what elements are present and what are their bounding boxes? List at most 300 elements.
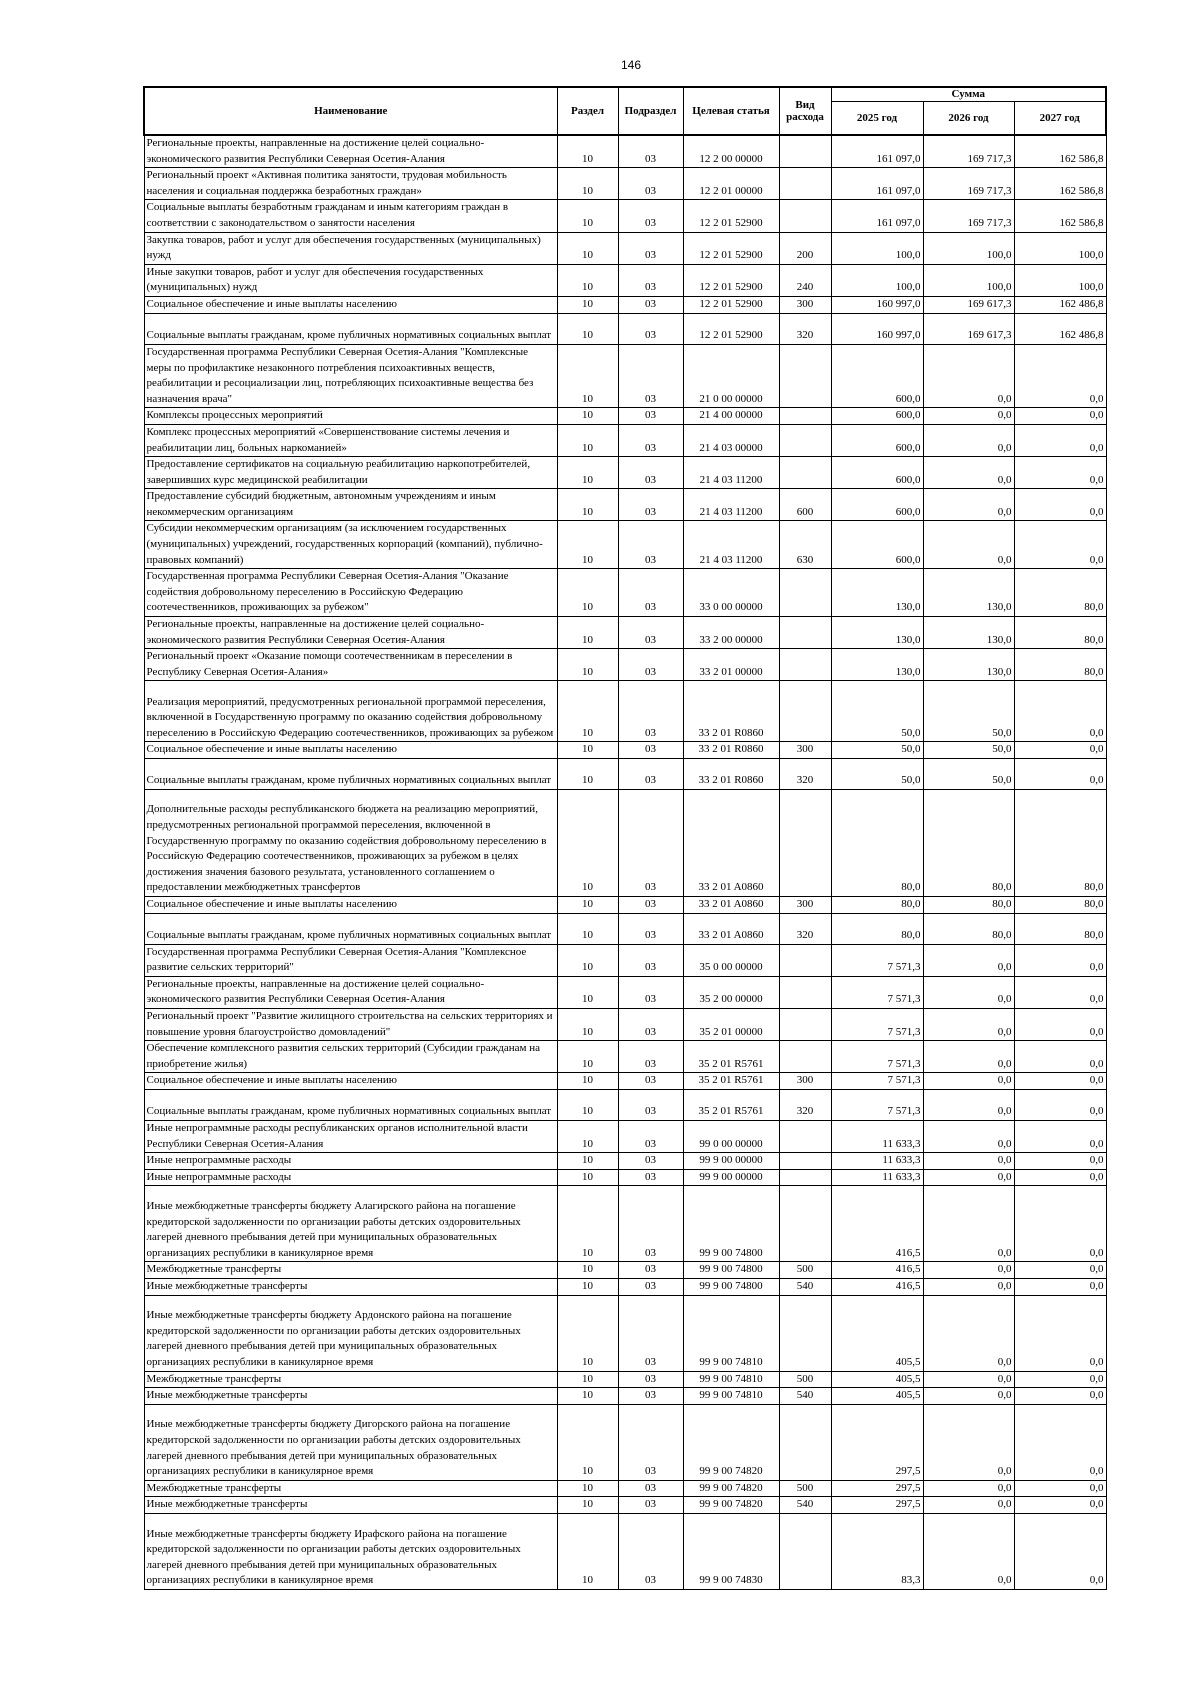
row-section: 10: [557, 759, 618, 790]
row-subsection: 03: [618, 1262, 683, 1279]
row-subsection: 03: [618, 759, 683, 790]
row-subsection: 03: [618, 649, 683, 681]
header-expense-type: Вид расхода: [779, 87, 831, 135]
row-target-article: 21 0 00 00000: [683, 344, 779, 407]
row-amount-2027: 100,0: [1014, 264, 1106, 296]
row-expense-type: [779, 1295, 831, 1371]
table-row: [144, 1388, 1106, 1405]
row-expense-type: 540: [779, 1497, 831, 1514]
row-target-article: 99 9 00 74820: [683, 1404, 779, 1480]
row-amount-2025: 7 571,3: [831, 1089, 923, 1120]
row-amount-2026: 0,0: [923, 1371, 1014, 1388]
row-amount-2026: 100,0: [923, 264, 1014, 296]
row-amount-2027: 0,0: [1014, 1480, 1106, 1497]
row-name: Региональный проект "Развитие жилищного строительства на сельских территориях и повышение уровня благоустройство домовладений": [144, 1008, 557, 1040]
row-target-article: 99 9 00 00000: [683, 1169, 779, 1186]
row-amount-2025: 7 571,3: [831, 976, 923, 1008]
row-name: Государственная программа Республики Северная Осетия-Алания "Оказание содействия добровольному переселению в Российскую Федерацию соотечественников, проживающих за рубежом": [144, 569, 557, 617]
row-section: 10: [557, 457, 618, 489]
row-subsection: 03: [618, 296, 683, 313]
row-section: 10: [557, 408, 618, 425]
row-name: Социальные выплаты безработным гражданам и иным категориям граждан в соответствии с законодательством о занятости населения: [144, 200, 557, 232]
row-name: Социальное обеспечение и иные выплаты населению: [144, 897, 557, 914]
row-section: 10: [557, 232, 618, 264]
row-subsection: 03: [618, 617, 683, 649]
row-amount-2026: 0,0: [923, 976, 1014, 1008]
row-section: 10: [557, 1008, 618, 1040]
row-target-article: 99 9 00 74800: [683, 1278, 779, 1295]
row-section: 10: [557, 313, 618, 344]
row-target-article: 21 4 03 11200: [683, 521, 779, 569]
row-amount-2026: 0,0: [923, 1089, 1014, 1120]
row-name: Комплекс процессных мероприятий «Совершенствование системы лечения и реабилитации лиц, больных наркоманией»: [144, 424, 557, 456]
row-section: 10: [557, 296, 618, 313]
row-amount-2027: 0,0: [1014, 944, 1106, 976]
row-expense-type: 630: [779, 521, 831, 569]
row-name: Социальные выплаты гражданам, кроме публичных нормативных социальных выплат: [144, 913, 557, 944]
row-amount-2025: 100,0: [831, 264, 923, 296]
row-amount-2026: 80,0: [923, 897, 1014, 914]
row-name: Социальные выплаты гражданам, кроме публичных нормативных социальных выплат: [144, 313, 557, 344]
row-amount-2026: 169 717,3: [923, 168, 1014, 200]
row-section: 10: [557, 569, 618, 617]
row-name: Иные закупки товаров, работ и услуг для обеспечения государственных (муниципальных) нужд: [144, 264, 557, 296]
row-subsection: 03: [618, 457, 683, 489]
row-amount-2027: 162 586,8: [1014, 135, 1106, 168]
table-row: [144, 521, 1106, 569]
row-subsection: 03: [618, 1153, 683, 1170]
row-name: Предоставление сертификатов на социальную реабилитацию наркопотребителей, завершивших курс медицинской реабилитации: [144, 457, 557, 489]
header-year-2027: 2027 год: [1014, 101, 1106, 135]
row-amount-2027: 162 486,8: [1014, 296, 1106, 313]
row-amount-2025: 297,5: [831, 1480, 923, 1497]
table-row: [144, 976, 1106, 1008]
row-section: 10: [557, 1404, 618, 1480]
row-target-article: 33 2 01 R0860: [683, 742, 779, 759]
row-amount-2025: 7 571,3: [831, 1041, 923, 1073]
row-target-article: 99 9 00 00000: [683, 1153, 779, 1170]
row-amount-2027: 0,0: [1014, 1089, 1106, 1120]
table-row: [144, 200, 1106, 232]
row-section: 10: [557, 1120, 618, 1152]
row-amount-2026: 0,0: [923, 1295, 1014, 1371]
row-target-article: 33 2 01 R0860: [683, 759, 779, 790]
row-subsection: 03: [618, 1480, 683, 1497]
row-section: 10: [557, 1388, 618, 1405]
header-name: Наименование: [144, 87, 557, 135]
row-amount-2025: 297,5: [831, 1404, 923, 1480]
header-subsection: Подраздел: [618, 87, 683, 135]
row-amount-2026: 0,0: [923, 1262, 1014, 1279]
row-amount-2026: 0,0: [923, 1278, 1014, 1295]
row-amount-2025: 600,0: [831, 489, 923, 521]
row-expense-type: [779, 790, 831, 897]
row-name: Иные непрограммные расходы: [144, 1153, 557, 1170]
row-amount-2027: 80,0: [1014, 649, 1106, 681]
row-amount-2026: 0,0: [923, 1169, 1014, 1186]
row-target-article: 35 2 01 R5761: [683, 1073, 779, 1090]
row-target-article: 99 9 00 74820: [683, 1497, 779, 1514]
row-amount-2027: 0,0: [1014, 742, 1106, 759]
row-expense-type: [779, 1169, 831, 1186]
row-amount-2027: 0,0: [1014, 1186, 1106, 1262]
row-amount-2025: 600,0: [831, 424, 923, 456]
row-expense-type: 200: [779, 232, 831, 264]
row-amount-2027: 0,0: [1014, 1073, 1106, 1090]
row-subsection: 03: [618, 408, 683, 425]
row-section: 10: [557, 1497, 618, 1514]
row-subsection: 03: [618, 1073, 683, 1090]
row-amount-2027: 80,0: [1014, 617, 1106, 649]
row-amount-2025: 80,0: [831, 790, 923, 897]
row-expense-type: 320: [779, 1089, 831, 1120]
row-amount-2026: 0,0: [923, 1153, 1014, 1170]
row-name: Межбюджетные трансферты: [144, 1262, 557, 1279]
table-row: [144, 408, 1106, 425]
row-amount-2027: 80,0: [1014, 569, 1106, 617]
table-row: [144, 1480, 1106, 1497]
row-expense-type: 540: [779, 1278, 831, 1295]
table-row: [144, 569, 1106, 617]
row-target-article: 12 2 01 52900: [683, 200, 779, 232]
table-row: [144, 1371, 1106, 1388]
row-name: Субсидии некоммерческим организациям (за исключением государственных (муниципальных) учреждений, государственных корпораций (компаний), публично-правовых компаний): [144, 521, 557, 569]
row-amount-2025: 405,5: [831, 1371, 923, 1388]
row-name: Межбюджетные трансферты: [144, 1480, 557, 1497]
row-target-article: 99 9 00 74810: [683, 1371, 779, 1388]
row-expense-type: [779, 944, 831, 976]
row-subsection: 03: [618, 681, 683, 742]
row-amount-2025: 11 633,3: [831, 1169, 923, 1186]
table-row: [144, 1262, 1106, 1279]
row-amount-2027: 0,0: [1014, 1295, 1106, 1371]
row-amount-2026: 50,0: [923, 742, 1014, 759]
row-amount-2026: 0,0: [923, 1388, 1014, 1405]
table-row: [144, 344, 1106, 407]
row-expense-type: 540: [779, 1388, 831, 1405]
row-amount-2025: 11 633,3: [831, 1153, 923, 1170]
row-name: Региональные проекты, направленные на достижение целей социально-экономического развития Республики Северная Осетия-Алания: [144, 135, 557, 168]
row-amount-2026: 169 717,3: [923, 200, 1014, 232]
row-amount-2026: 0,0: [923, 424, 1014, 456]
row-amount-2027: 0,0: [1014, 681, 1106, 742]
row-subsection: 03: [618, 1513, 683, 1589]
row-expense-type: [779, 168, 831, 200]
table-row: [144, 897, 1106, 914]
row-target-article: 99 9 00 74830: [683, 1513, 779, 1589]
table-row: [144, 1497, 1106, 1514]
row-section: 10: [557, 424, 618, 456]
row-subsection: 03: [618, 1041, 683, 1073]
row-section: 10: [557, 897, 618, 914]
row-section: 10: [557, 1041, 618, 1073]
row-amount-2027: 0,0: [1014, 521, 1106, 569]
row-amount-2025: 50,0: [831, 681, 923, 742]
table-row: [144, 1295, 1106, 1371]
row-section: 10: [557, 521, 618, 569]
row-amount-2025: 161 097,0: [831, 200, 923, 232]
row-section: 10: [557, 649, 618, 681]
row-subsection: 03: [618, 1295, 683, 1371]
table-row: [144, 313, 1106, 344]
row-name: Комплексы процессных мероприятий: [144, 408, 557, 425]
row-amount-2025: 130,0: [831, 569, 923, 617]
row-target-article: 99 9 00 74800: [683, 1262, 779, 1279]
row-amount-2026: 0,0: [923, 1513, 1014, 1589]
row-subsection: 03: [618, 424, 683, 456]
row-amount-2025: 405,5: [831, 1388, 923, 1405]
row-target-article: 33 2 01 R0860: [683, 681, 779, 742]
row-expense-type: 500: [779, 1262, 831, 1279]
table-row: [144, 649, 1106, 681]
row-expense-type: [779, 1513, 831, 1589]
row-expense-type: [779, 1120, 831, 1152]
row-subsection: 03: [618, 135, 683, 168]
row-expense-type: [779, 617, 831, 649]
row-amount-2025: 160 997,0: [831, 296, 923, 313]
row-target-article: 35 2 00 00000: [683, 976, 779, 1008]
row-target-article: 33 2 01 00000: [683, 649, 779, 681]
row-amount-2026: 80,0: [923, 913, 1014, 944]
row-section: 10: [557, 1513, 618, 1589]
row-subsection: 03: [618, 1388, 683, 1405]
table-row: [144, 1186, 1106, 1262]
row-target-article: 33 2 01 A0860: [683, 790, 779, 897]
row-subsection: 03: [618, 168, 683, 200]
row-expense-type: [779, 424, 831, 456]
row-subsection: 03: [618, 1169, 683, 1186]
table-row: [144, 489, 1106, 521]
table-row: [144, 1041, 1106, 1073]
row-amount-2025: 83,3: [831, 1513, 923, 1589]
header-target: Целевая статья: [683, 87, 779, 135]
row-amount-2026: 0,0: [923, 1073, 1014, 1090]
row-expense-type: [779, 1008, 831, 1040]
row-section: 10: [557, 617, 618, 649]
row-subsection: 03: [618, 232, 683, 264]
row-section: 10: [557, 1371, 618, 1388]
row-expense-type: 300: [779, 1073, 831, 1090]
table-row: [144, 1073, 1106, 1090]
row-subsection: 03: [618, 521, 683, 569]
row-name: Региональный проект «Активная политика занятости, трудовая мобильность населения и социальная поддержка безработных граждан»: [144, 168, 557, 200]
row-target-article: 33 2 01 A0860: [683, 897, 779, 914]
row-section: 10: [557, 200, 618, 232]
row-amount-2026: 130,0: [923, 617, 1014, 649]
table-row: [144, 1120, 1106, 1152]
row-subsection: 03: [618, 897, 683, 914]
row-expense-type: [779, 135, 831, 168]
row-amount-2027: 100,0: [1014, 232, 1106, 264]
row-amount-2025: 600,0: [831, 408, 923, 425]
row-amount-2027: 0,0: [1014, 489, 1106, 521]
row-amount-2025: 50,0: [831, 759, 923, 790]
row-amount-2026: 0,0: [923, 457, 1014, 489]
row-expense-type: 320: [779, 759, 831, 790]
table-row: [144, 168, 1106, 200]
row-amount-2027: 0,0: [1014, 1371, 1106, 1388]
header-section: Раздел: [557, 87, 618, 135]
row-amount-2027: 162 486,8: [1014, 313, 1106, 344]
row-name: Региональные проекты, направленные на достижение целей социально-экономического развития Республики Северная Осетия-Алания: [144, 976, 557, 1008]
row-name: Дополнительные расходы республиканского бюджета на реализацию мероприятий, предусмотренных региональной программой переселения, включенной в Государственную программу по оказанию содействия добровольному переселению в Российскую Федерацию соотечественников, проживающих за рубежом в целях достижения значения базового результата, установленного соглашением о предоставлении межбюджетных трансфертов: [144, 790, 557, 897]
row-amount-2025: 7 571,3: [831, 944, 923, 976]
row-section: 10: [557, 1480, 618, 1497]
row-section: 10: [557, 135, 618, 168]
row-target-article: 12 2 01 52900: [683, 313, 779, 344]
row-subsection: 03: [618, 1186, 683, 1262]
row-amount-2026: 50,0: [923, 759, 1014, 790]
table-row: [144, 1404, 1106, 1480]
row-name: Социальное обеспечение и иные выплаты населению: [144, 1073, 557, 1090]
table-row: [144, 790, 1106, 897]
row-target-article: 33 2 01 A0860: [683, 913, 779, 944]
row-target-article: 12 2 01 52900: [683, 264, 779, 296]
table-row: [144, 296, 1106, 313]
row-expense-type: 320: [779, 913, 831, 944]
row-subsection: 03: [618, 1120, 683, 1152]
row-amount-2026: 0,0: [923, 408, 1014, 425]
row-amount-2026: 169 717,3: [923, 135, 1014, 168]
row-amount-2027: 0,0: [1014, 1497, 1106, 1514]
row-amount-2027: 0,0: [1014, 976, 1106, 1008]
table-row: [144, 264, 1106, 296]
row-amount-2026: 50,0: [923, 681, 1014, 742]
row-expense-type: 600: [779, 489, 831, 521]
row-section: 10: [557, 168, 618, 200]
row-amount-2025: 80,0: [831, 913, 923, 944]
row-target-article: 12 2 01 52900: [683, 296, 779, 313]
row-amount-2027: 80,0: [1014, 897, 1106, 914]
row-amount-2025: 161 097,0: [831, 135, 923, 168]
row-name: Иные межбюджетные трансферты бюджету Алагирского района на погашение кредиторской задолженности по организации работы детских оздоровительных лагерей дневного пребывания детей при муниципальных образовательных организациях республики в каникулярное время: [144, 1186, 557, 1262]
row-name: Обеспечение комплексного развития сельских территорий (Субсидии гражданам на приобретение жилья): [144, 1041, 557, 1073]
row-amount-2026: 0,0: [923, 1186, 1014, 1262]
row-amount-2027: 162 586,8: [1014, 168, 1106, 200]
row-expense-type: 300: [779, 296, 831, 313]
table-row: [144, 944, 1106, 976]
row-subsection: 03: [618, 1008, 683, 1040]
row-section: 10: [557, 976, 618, 1008]
row-target-article: 35 0 00 00000: [683, 944, 779, 976]
row-expense-type: 300: [779, 897, 831, 914]
row-section: 10: [557, 1153, 618, 1170]
row-expense-type: [779, 200, 831, 232]
row-target-article: 99 9 00 74810: [683, 1388, 779, 1405]
row-name: Социальное обеспечение и иные выплаты населению: [144, 296, 557, 313]
row-amount-2027: 0,0: [1014, 1262, 1106, 1279]
row-amount-2027: 0,0: [1014, 424, 1106, 456]
row-target-article: 21 4 00 00000: [683, 408, 779, 425]
row-section: 10: [557, 1169, 618, 1186]
row-amount-2025: 160 997,0: [831, 313, 923, 344]
row-subsection: 03: [618, 264, 683, 296]
row-amount-2027: 0,0: [1014, 1008, 1106, 1040]
row-subsection: 03: [618, 1278, 683, 1295]
row-target-article: 99 9 00 74800: [683, 1186, 779, 1262]
row-amount-2026: 0,0: [923, 944, 1014, 976]
row-expense-type: 240: [779, 264, 831, 296]
row-expense-type: [779, 976, 831, 1008]
row-expense-type: [779, 649, 831, 681]
table-body: [144, 135, 1106, 1589]
row-target-article: 99 0 00 00000: [683, 1120, 779, 1152]
row-name: Межбюджетные трансферты: [144, 1371, 557, 1388]
table-row: [144, 1008, 1106, 1040]
row-amount-2025: 7 571,3: [831, 1073, 923, 1090]
row-section: 10: [557, 1262, 618, 1279]
row-expense-type: [779, 681, 831, 742]
row-amount-2026: 0,0: [923, 1120, 1014, 1152]
row-expense-type: [779, 1404, 831, 1480]
table-row: [144, 1513, 1106, 1589]
row-section: 10: [557, 344, 618, 407]
row-amount-2026: 0,0: [923, 521, 1014, 569]
row-amount-2027: 162 586,8: [1014, 200, 1106, 232]
row-amount-2025: 416,5: [831, 1186, 923, 1262]
row-section: 10: [557, 944, 618, 976]
row-target-article: 12 2 01 00000: [683, 168, 779, 200]
row-amount-2025: 11 633,3: [831, 1120, 923, 1152]
row-subsection: 03: [618, 489, 683, 521]
row-subsection: 03: [618, 1371, 683, 1388]
row-name: Иные непрограммные расходы республиканских органов исполнительной власти Республики Северная Осетия-Алания: [144, 1120, 557, 1152]
table-row: [144, 1169, 1106, 1186]
row-amount-2026: 0,0: [923, 1497, 1014, 1514]
header-sum: Сумма: [831, 87, 1106, 101]
row-target-article: 33 2 00 00000: [683, 617, 779, 649]
row-amount-2026: 0,0: [923, 1008, 1014, 1040]
row-expense-type: 500: [779, 1480, 831, 1497]
row-name: Иные межбюджетные трансферты бюджету Ардонского района на погашение кредиторской задолженности по организации работы детских оздоровительных лагерей дневного пребывания детей при муниципальных образовательных организациях республики в каникулярное время: [144, 1295, 557, 1371]
table-header: [144, 87, 1106, 135]
table-row: [144, 457, 1106, 489]
row-name: Иные межбюджетные трансферты: [144, 1497, 557, 1514]
table-row: [144, 913, 1106, 944]
row-expense-type: [779, 344, 831, 407]
row-amount-2027: 0,0: [1014, 1169, 1106, 1186]
row-amount-2026: 130,0: [923, 649, 1014, 681]
row-target-article: 12 2 00 00000: [683, 135, 779, 168]
row-name: Региональные проекты, направленные на достижение целей социально-экономического развития Республики Северная Осетия-Алания: [144, 617, 557, 649]
row-name: Региональный проект «Оказание помощи соотечественникам в переселении в Республику Северная Осетия-Алания»: [144, 649, 557, 681]
table-row: [144, 135, 1106, 168]
row-amount-2027: 80,0: [1014, 913, 1106, 944]
row-section: 10: [557, 1089, 618, 1120]
row-subsection: 03: [618, 1404, 683, 1480]
row-subsection: 03: [618, 790, 683, 897]
row-name: Иные межбюджетные трансферты бюджету Ирафского района на погашение кредиторской задолженности по организации работы детских оздоровительных лагерей дневного пребывания детей при муниципальных образовательных организациях республики в каникулярное время: [144, 1513, 557, 1589]
row-amount-2025: 80,0: [831, 897, 923, 914]
row-expense-type: 300: [779, 742, 831, 759]
row-expense-type: [779, 1153, 831, 1170]
row-name: Государственная программа Республики Северная Осетия-Алания "Комплексные меры по профилактике незаконного потребления психоактивных веществ, реабилитации и ресоциализации лиц, потребляющих психоактивные вещества без назначения врача": [144, 344, 557, 407]
row-name: Иные непрограммные расходы: [144, 1169, 557, 1186]
row-amount-2025: 405,5: [831, 1295, 923, 1371]
row-amount-2025: 161 097,0: [831, 168, 923, 200]
table-row: [144, 1089, 1106, 1120]
row-expense-type: [779, 1186, 831, 1262]
row-target-article: 21 4 03 11200: [683, 457, 779, 489]
row-amount-2026: 0,0: [923, 344, 1014, 407]
row-name: Социальное обеспечение и иные выплаты населению: [144, 742, 557, 759]
table-row: [144, 742, 1106, 759]
row-expense-type: [779, 1041, 831, 1073]
row-name: Социальные выплаты гражданам, кроме публичных нормативных социальных выплат: [144, 759, 557, 790]
row-amount-2027: 0,0: [1014, 344, 1106, 407]
table-row: [144, 424, 1106, 456]
row-amount-2025: 100,0: [831, 232, 923, 264]
